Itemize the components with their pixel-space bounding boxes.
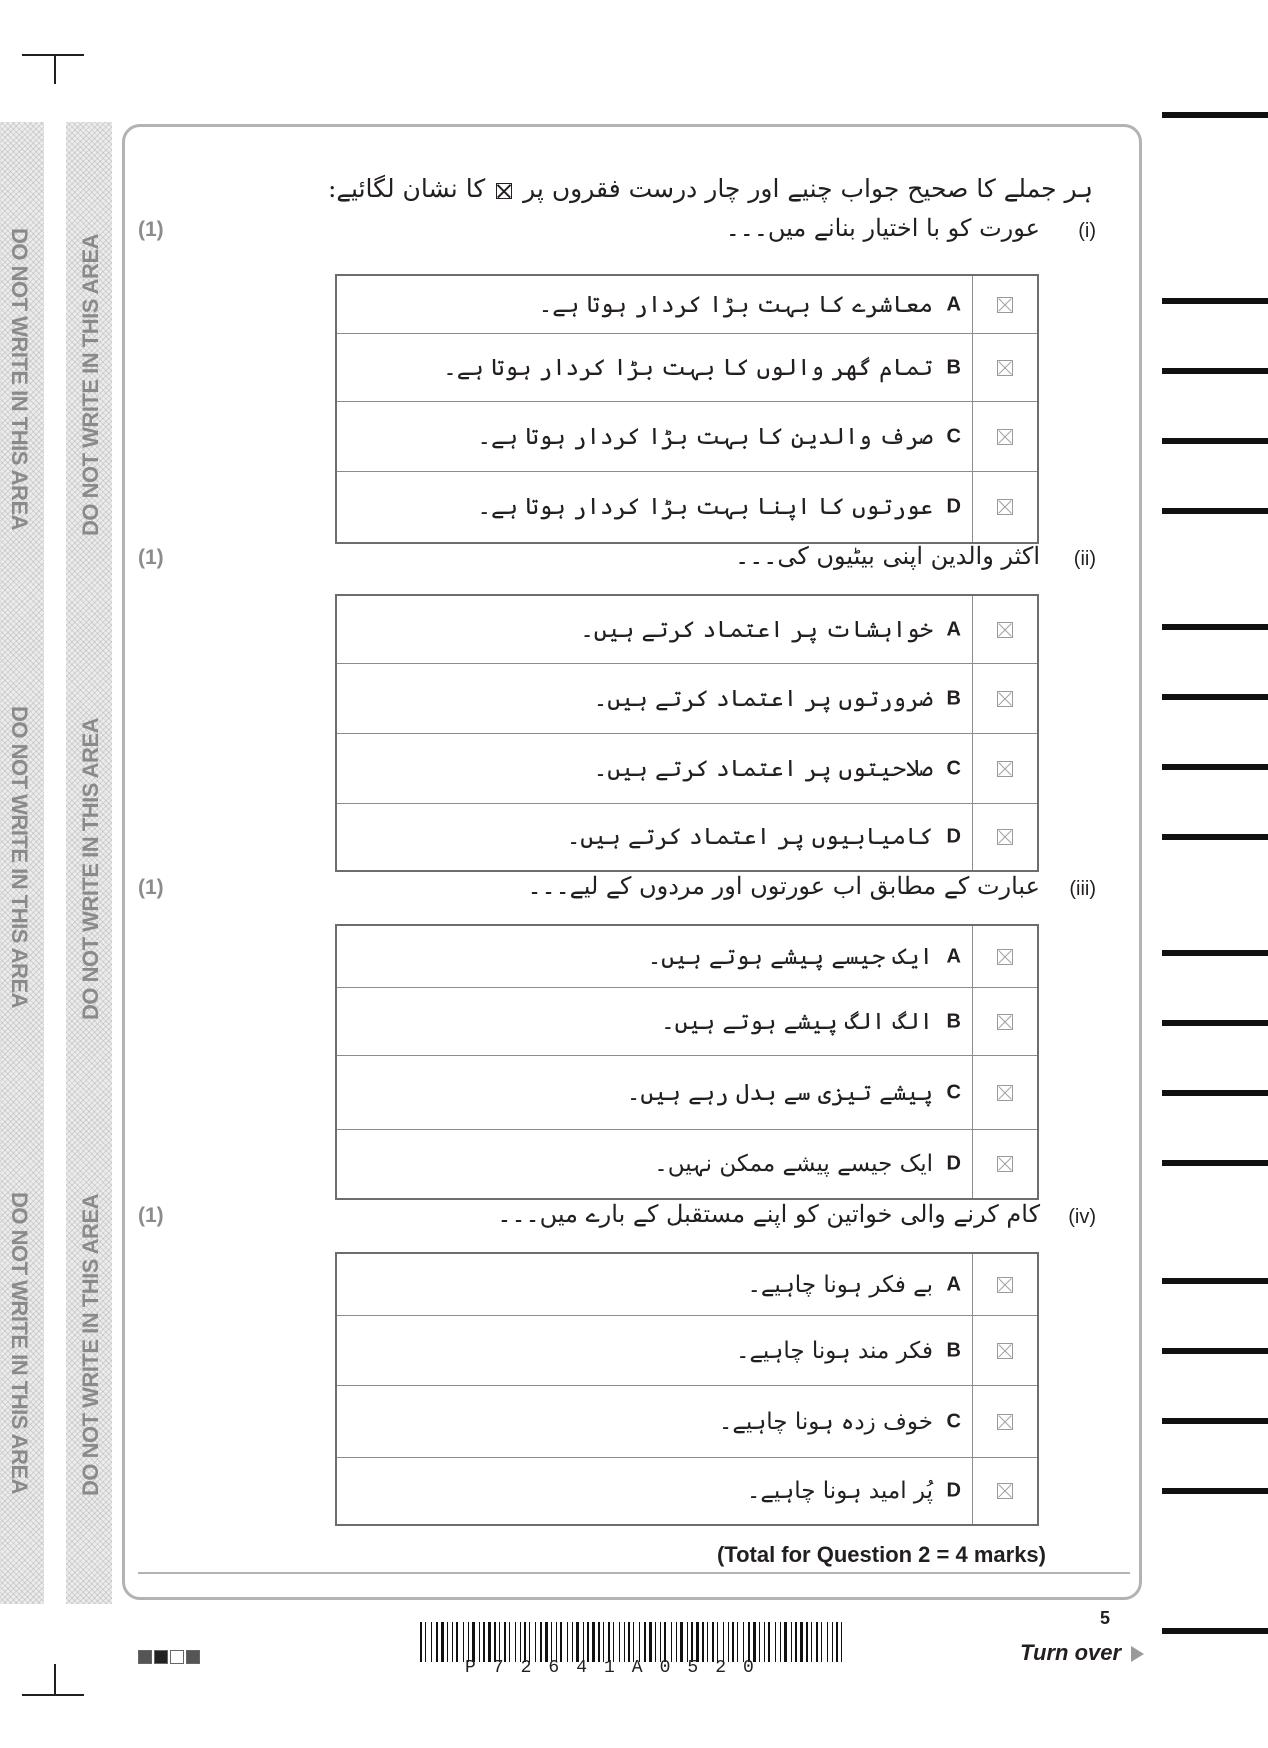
option-text: معاشرے کا بہت بڑا کردار ہوتا ہے۔ bbox=[538, 291, 933, 318]
answer-checkbox-cell[interactable] bbox=[972, 1316, 1037, 1385]
marker-square-3 bbox=[170, 1650, 184, 1664]
answer-checkbox[interactable] bbox=[997, 360, 1013, 376]
answer-checkbox-cell[interactable] bbox=[972, 988, 1037, 1055]
crop-mark-top-v bbox=[54, 54, 56, 84]
barcode-bar bbox=[479, 1622, 480, 1662]
option-text: صلاحیتوں پر اعتماد کرتے ہیں۔ bbox=[593, 755, 933, 782]
option-letter: A bbox=[946, 618, 961, 640]
barcode-bar bbox=[639, 1622, 640, 1662]
answer-checkbox-cell[interactable] bbox=[972, 1386, 1037, 1457]
turn-over-label bbox=[1020, 1640, 1144, 1666]
barcode-bar bbox=[633, 1622, 634, 1662]
barcode-bar bbox=[728, 1622, 729, 1662]
answer-checkbox[interactable] bbox=[997, 691, 1013, 707]
barcode-bar bbox=[649, 1622, 652, 1662]
barcode-bar bbox=[494, 1622, 496, 1662]
barcode-bar bbox=[702, 1622, 704, 1662]
arrow-right-icon bbox=[1131, 1646, 1144, 1662]
barcode-bar bbox=[836, 1622, 838, 1662]
option-row bbox=[337, 1130, 1037, 1198]
crop-mark-bottom-h bbox=[22, 1694, 84, 1696]
answer-checkbox[interactable] bbox=[997, 1483, 1013, 1499]
barcode-bar bbox=[524, 1622, 526, 1662]
question-number: (iii) bbox=[1069, 878, 1096, 900]
question-stem: عبارت کے مطابق اب عورتوں اور مردوں کے لیے۔۔۔ bbox=[527, 872, 1040, 900]
option-row bbox=[337, 276, 1037, 334]
option-text: پُر امید ہونا چاہیے۔ bbox=[746, 1478, 933, 1504]
option-text: خواہشات پر اعتماد کرتے ہیں۔ bbox=[580, 616, 933, 643]
barcode-bar bbox=[504, 1622, 506, 1662]
right-margin-line bbox=[1162, 298, 1268, 304]
barcode-bar bbox=[800, 1622, 803, 1662]
option-row bbox=[337, 402, 1037, 472]
question-stem: اکثر والدین اپنی بیٹیوں کی۔۔۔ bbox=[735, 542, 1040, 570]
barcode-bar bbox=[463, 1622, 464, 1662]
option-text: الگ الگ پیشے ہوتے ہیں۔ bbox=[661, 1008, 933, 1035]
instruction-text-after: کا نشان لگائیے: bbox=[327, 174, 486, 203]
right-margin-line bbox=[1162, 1348, 1268, 1354]
barcode-bar bbox=[737, 1622, 738, 1662]
option-letter: D bbox=[946, 1479, 961, 1502]
option-letter: B bbox=[946, 1010, 961, 1032]
barcode-bar bbox=[687, 1622, 688, 1662]
answer-checkbox-cell[interactable] bbox=[972, 1056, 1037, 1129]
barcode-bar bbox=[753, 1622, 756, 1662]
question-stem: عورت کو با اختیار بنانے میں۔۔۔ bbox=[725, 214, 1040, 242]
option-letter: C bbox=[946, 425, 961, 447]
option-text: عورتوں کا اپنا بہت بڑا کردار ہوتا ہے۔ bbox=[477, 494, 933, 520]
option-row bbox=[337, 1316, 1037, 1386]
answer-checkbox-cell[interactable] bbox=[972, 1458, 1037, 1524]
right-margin-line bbox=[1162, 1020, 1268, 1026]
options-table bbox=[335, 1252, 1039, 1526]
answer-checkbox-cell[interactable] bbox=[972, 402, 1037, 471]
barcode-bar bbox=[598, 1622, 600, 1662]
option-text: ایک جیسے پیشے ممکن نہیں۔ bbox=[654, 1151, 933, 1177]
barcode-bar bbox=[551, 1622, 552, 1662]
option-row bbox=[337, 1386, 1037, 1458]
barcode-bar bbox=[608, 1622, 610, 1662]
margin-warning-6: DO NOT WRITE IN THIS AREA bbox=[78, 1193, 103, 1496]
answer-checkbox-cell[interactable] bbox=[972, 804, 1037, 870]
crossed-box-icon bbox=[496, 183, 512, 199]
answer-checkbox-cell[interactable] bbox=[972, 1254, 1037, 1315]
barcode-bar bbox=[499, 1622, 500, 1662]
barcode-bar bbox=[540, 1622, 542, 1662]
answer-checkbox-cell[interactable] bbox=[972, 734, 1037, 803]
barcode-bar bbox=[535, 1622, 536, 1662]
barcode-bar bbox=[583, 1622, 584, 1662]
option-text: بے فکر ہونا چاہیے۔ bbox=[747, 1271, 933, 1298]
option-letter: A bbox=[946, 1273, 961, 1295]
margin-warning-2: DO NOT WRITE IN THIS AREA bbox=[7, 706, 32, 1009]
right-margin-line bbox=[1162, 1488, 1268, 1494]
answer-checkbox-cell[interactable] bbox=[972, 472, 1037, 542]
barcode-bar bbox=[515, 1622, 516, 1662]
barcode-bar bbox=[572, 1622, 573, 1662]
question-marks: (1) bbox=[138, 218, 164, 241]
margin-warning-1: DO NOT WRITE IN THIS AREA bbox=[7, 228, 32, 531]
barcode-bar bbox=[759, 1622, 760, 1662]
right-margin-line bbox=[1162, 438, 1268, 444]
barcode-bar bbox=[743, 1622, 744, 1662]
option-text: خوف زدہ ہونا چاہیے۔ bbox=[718, 1408, 933, 1435]
option-row bbox=[337, 334, 1037, 402]
turn-over-text: Turn over bbox=[1020, 1640, 1122, 1665]
option-letter: A bbox=[946, 293, 961, 315]
answer-checkbox-cell[interactable] bbox=[972, 334, 1037, 401]
option-row bbox=[337, 472, 1037, 542]
option-text: ضرورتوں پر اعتماد کرتے ہیں۔ bbox=[593, 685, 933, 712]
page-number: 5 bbox=[1100, 1608, 1111, 1628]
barcode-bar bbox=[603, 1622, 604, 1662]
answer-checkbox-cell[interactable] bbox=[972, 1130, 1037, 1198]
barcode-image bbox=[420, 1622, 846, 1662]
barcode-bar bbox=[576, 1622, 579, 1662]
right-margin-line bbox=[1162, 508, 1268, 514]
barcode-bar bbox=[545, 1622, 548, 1662]
right-margin-line bbox=[1162, 624, 1268, 630]
barcode-bar bbox=[768, 1622, 770, 1662]
option-letter: D bbox=[946, 495, 961, 518]
option-row bbox=[337, 734, 1037, 804]
barcode-bar bbox=[784, 1622, 787, 1662]
barcode-bar bbox=[780, 1622, 781, 1662]
option-letter: C bbox=[946, 1410, 961, 1432]
barcode-bar bbox=[619, 1622, 620, 1662]
crop-mark-top-h bbox=[22, 54, 84, 56]
barcode-bar bbox=[660, 1622, 661, 1662]
barcode-bar bbox=[821, 1622, 822, 1662]
answer-checkbox[interactable] bbox=[997, 949, 1013, 965]
question-marks: (1) bbox=[138, 546, 164, 569]
barcode-text: P72641A0520 bbox=[465, 1658, 771, 1678]
answer-checkbox[interactable] bbox=[997, 499, 1013, 515]
margin-warning-4: DO NOT WRITE IN THIS AREA bbox=[78, 233, 103, 536]
option-row bbox=[337, 926, 1037, 988]
crop-mark-bottom-v bbox=[54, 1664, 56, 1694]
barcode-bar bbox=[624, 1622, 625, 1662]
option-row bbox=[337, 1254, 1037, 1316]
option-text: تمام گھر والوں کا بہت بڑا کردار ہوتا ہے۔ bbox=[443, 354, 933, 381]
barcode-bar bbox=[707, 1622, 708, 1662]
barcode-bar bbox=[691, 1622, 693, 1662]
barcode-bar bbox=[556, 1622, 557, 1662]
barcode-bar bbox=[712, 1622, 714, 1662]
barcode-bar bbox=[488, 1622, 491, 1662]
barcode-bar bbox=[696, 1622, 699, 1662]
question-stem: کام کرنے والی خواتین کو اپنے مستقبل کے بارے میں۔۔۔ bbox=[497, 1200, 1040, 1228]
answer-checkbox[interactable] bbox=[997, 429, 1013, 445]
answer-checkbox[interactable] bbox=[997, 761, 1013, 777]
barcode-bar bbox=[775, 1622, 776, 1662]
options-table bbox=[335, 924, 1039, 1200]
barcode-bar bbox=[567, 1622, 568, 1662]
barcode-bar bbox=[676, 1622, 677, 1662]
barcode-bar bbox=[456, 1622, 458, 1662]
answer-checkbox[interactable] bbox=[997, 1414, 1013, 1430]
barcode-bar bbox=[452, 1622, 453, 1662]
option-text: صرف والدین کا بہت بڑا کردار ہوتا ہے۔ bbox=[477, 423, 933, 450]
barcode-bar bbox=[806, 1622, 808, 1662]
right-margin-line bbox=[1162, 1628, 1268, 1634]
instruction-text bbox=[328, 174, 1093, 203]
option-letter: C bbox=[946, 757, 961, 779]
answer-checkbox-cell[interactable] bbox=[972, 664, 1037, 733]
barcode-bar bbox=[671, 1622, 672, 1662]
answer-checkbox-cell[interactable] bbox=[972, 926, 1037, 987]
barcode-bar bbox=[509, 1622, 510, 1662]
answer-checkbox-cell[interactable] bbox=[972, 276, 1037, 333]
page-marker-squares bbox=[138, 1650, 200, 1664]
right-margin-line bbox=[1162, 950, 1268, 956]
option-text: فکر مند ہونا چاہیے۔ bbox=[735, 1337, 933, 1364]
barcode-bar bbox=[425, 1622, 426, 1662]
right-margin-line bbox=[1162, 764, 1268, 770]
marker-square-2 bbox=[154, 1650, 168, 1664]
barcode-bar bbox=[644, 1622, 646, 1662]
barcode-bar bbox=[436, 1622, 438, 1662]
barcode-bar bbox=[795, 1622, 797, 1662]
marker-square-4 bbox=[186, 1650, 200, 1664]
answer-checkbox[interactable] bbox=[997, 1277, 1013, 1293]
barcode-bar bbox=[655, 1622, 656, 1662]
answer-checkbox[interactable] bbox=[997, 1343, 1013, 1359]
frame-bottom-rule bbox=[138, 1572, 1130, 1574]
option-letter: D bbox=[946, 825, 961, 848]
barcode-bar bbox=[832, 1622, 833, 1662]
option-letter: B bbox=[946, 1339, 961, 1361]
barcode-bar bbox=[841, 1622, 842, 1662]
barcode-bar bbox=[827, 1622, 828, 1662]
right-margin-line bbox=[1162, 1160, 1268, 1166]
question-marks: (1) bbox=[138, 876, 164, 899]
barcode-bar bbox=[732, 1622, 734, 1662]
answer-checkbox[interactable] bbox=[997, 297, 1013, 313]
barcode-bar bbox=[483, 1622, 485, 1662]
barcode-bar bbox=[748, 1622, 750, 1662]
barcode-bar bbox=[664, 1622, 666, 1662]
barcode-bar bbox=[592, 1622, 595, 1662]
answer-checkbox-cell[interactable] bbox=[972, 596, 1037, 663]
barcode-bar bbox=[791, 1622, 792, 1662]
option-row bbox=[337, 596, 1037, 664]
marker-square-1 bbox=[138, 1650, 152, 1664]
option-letter: B bbox=[946, 356, 961, 378]
right-margin-line bbox=[1162, 1090, 1268, 1096]
barcode-bar bbox=[764, 1622, 765, 1662]
barcode-bar bbox=[520, 1622, 521, 1662]
barcode-bar bbox=[613, 1622, 614, 1662]
barcode-bar bbox=[811, 1622, 812, 1662]
right-margin-line bbox=[1162, 1418, 1268, 1424]
barcode-bar bbox=[441, 1622, 444, 1662]
margin-warning-5: DO NOT WRITE IN THIS AREA bbox=[78, 717, 103, 1020]
instruction-text-before: ہر جملے کا صحیح جواب چنیے اور چار درست فقروں پر bbox=[523, 174, 1093, 203]
right-margin-line bbox=[1162, 694, 1268, 700]
barcode-bar bbox=[680, 1622, 683, 1662]
options-table bbox=[335, 274, 1039, 544]
barcode-bar bbox=[717, 1622, 718, 1662]
right-margin-line bbox=[1162, 1278, 1268, 1284]
barcode-bar bbox=[431, 1622, 432, 1662]
answer-checkbox[interactable] bbox=[997, 1156, 1013, 1172]
right-margin-line bbox=[1162, 834, 1268, 840]
option-row bbox=[337, 1458, 1037, 1524]
barcode-bar bbox=[628, 1622, 630, 1662]
question-number: (iv) bbox=[1068, 1206, 1096, 1228]
right-margin-line bbox=[1162, 112, 1268, 118]
option-letter: B bbox=[946, 687, 961, 709]
question-number: (ii) bbox=[1073, 548, 1096, 570]
answer-checkbox[interactable] bbox=[997, 1014, 1013, 1030]
barcode-bar bbox=[723, 1622, 724, 1662]
barcode-bar bbox=[447, 1622, 448, 1662]
barcode-bar bbox=[468, 1622, 469, 1662]
question-marks: (1) bbox=[138, 1204, 164, 1227]
barcode-bar bbox=[816, 1622, 818, 1662]
option-letter: C bbox=[946, 1081, 961, 1103]
question-number: (i) bbox=[1078, 220, 1096, 242]
question-total: (Total for Question 2 = 4 marks) bbox=[716, 1542, 1046, 1567]
option-row bbox=[337, 664, 1037, 734]
right-margin-line bbox=[1162, 368, 1268, 374]
barcode-bar bbox=[529, 1622, 530, 1662]
option-row bbox=[337, 1056, 1037, 1130]
option-letter: D bbox=[946, 1152, 961, 1175]
barcode-bar bbox=[560, 1622, 562, 1662]
margin-warning-3: DO NOT WRITE IN THIS AREA bbox=[7, 1192, 32, 1495]
barcode-bar bbox=[587, 1622, 589, 1662]
options-table bbox=[335, 594, 1039, 872]
barcode-bar bbox=[472, 1622, 475, 1662]
answer-checkbox[interactable] bbox=[997, 1085, 1013, 1101]
answer-checkbox[interactable] bbox=[997, 622, 1013, 638]
option-text: ایک جیسے پیشے ہوتے ہیں۔ bbox=[647, 943, 933, 970]
option-letter: A bbox=[946, 945, 961, 967]
option-row bbox=[337, 804, 1037, 870]
option-text: پیشے تیزی سے بدل رہے ہیں۔ bbox=[626, 1079, 933, 1106]
barcode-bar bbox=[420, 1622, 422, 1662]
answer-checkbox[interactable] bbox=[997, 829, 1013, 845]
option-row bbox=[337, 988, 1037, 1056]
option-text: کامیابیوں پر اعتماد کرتے ہیں۔ bbox=[566, 824, 933, 850]
